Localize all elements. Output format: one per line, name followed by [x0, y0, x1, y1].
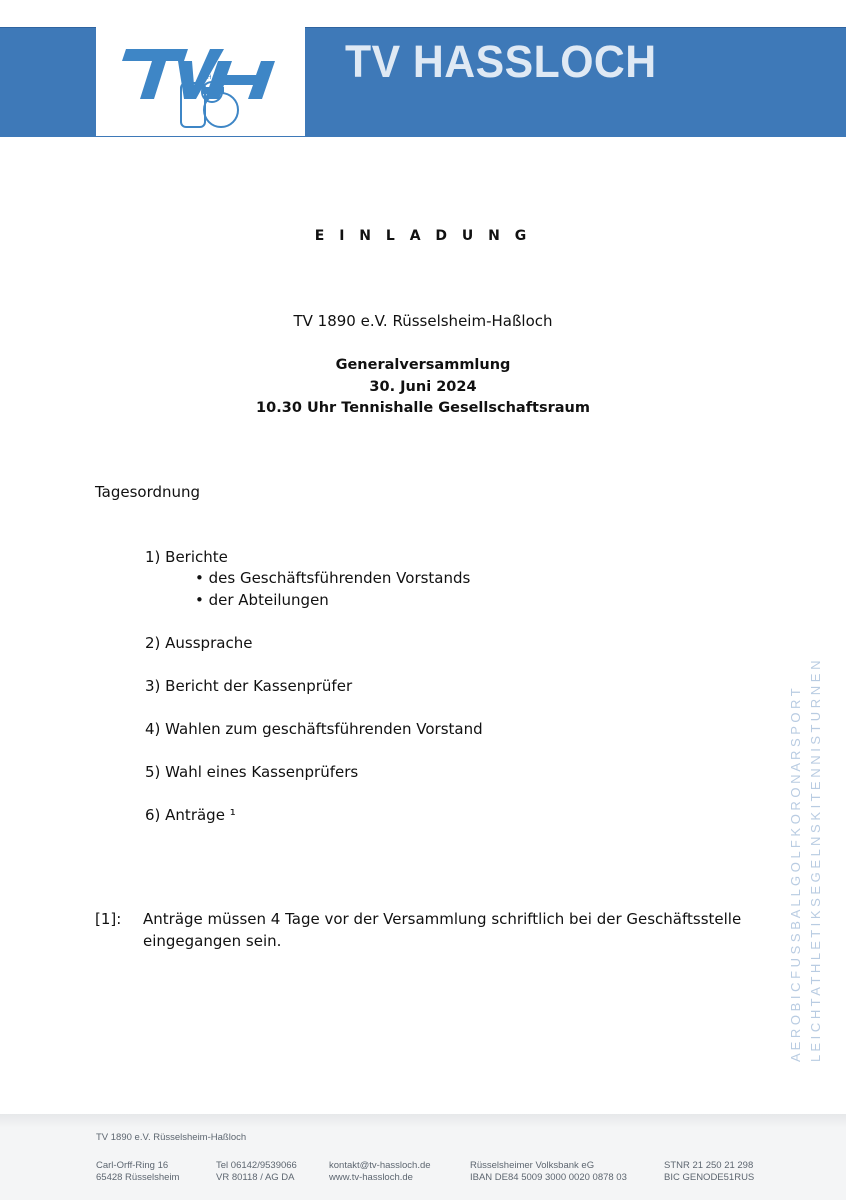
- footer-address-line: Carl-Orff-Ring 16: [96, 1160, 169, 1171]
- footnote-text: Anträge müssen 4 Tage vor der Versammlung schriftlich bei der Geschäftsstelle eingegangen sein.: [143, 910, 742, 950]
- club-logo-icon: [96, 27, 305, 136]
- agenda-item: 6) Anträge ¹: [145, 806, 236, 824]
- club-name: TV 1890 e.V. Rüsselsheim-Haßloch: [293, 312, 553, 330]
- footer-register-line: VR 80118 / AG DA: [216, 1172, 295, 1183]
- agenda-item: 1) Berichte: [145, 548, 228, 566]
- agenda-subitem: • des Geschäftsführenden Vorstands: [195, 569, 471, 587]
- event-details: [0, 355, 846, 420]
- logo: [96, 27, 305, 136]
- footer-address-line: 65428 Rüsselsheim: [96, 1172, 180, 1183]
- event-date: 30. Juni 2024: [369, 378, 477, 395]
- footnote-marker: [1]:: [95, 910, 122, 928]
- agenda-item: 2) Aussprache: [145, 634, 253, 652]
- agenda-item: 3) Bericht der Kassenprüfer: [145, 677, 353, 695]
- logo-badge-text: TVH 1890: [199, 75, 227, 81]
- agenda-item: 4) Wahlen zum geschäftsführenden Vorstand: [145, 720, 483, 738]
- footer-tax-line: STNR 21 250 21 298: [664, 1160, 754, 1171]
- footer-bic-line: BIC GENODE51RUS: [664, 1172, 755, 1183]
- agenda-subitem: • der Abteilungen: [195, 591, 329, 609]
- sidebar-sports-line-2: L E I C H T A T H L E T I K S E G E L N S K I T E N N I S T U R N E N: [808, 660, 823, 1062]
- footer-club-name: TV 1890 e.V. Rüsselsheim-Haßloch: [96, 1132, 247, 1143]
- event-name: Generalversammlung: [335, 357, 511, 373]
- footer-email-link[interactable]: kontakt@tv-hassloch.de: [329, 1160, 431, 1171]
- footer-bank-line: Rüsselsheimer Volksbank eG: [470, 1160, 595, 1171]
- footer-phone-line: Tel 06142/9539066: [216, 1160, 297, 1171]
- footer: [0, 1114, 846, 1200]
- footer-iban-line: IBAN DE84 5009 3000 0020 0878 03: [470, 1172, 627, 1183]
- document-title: E I N L A D U N G: [314, 228, 532, 244]
- footer-website-link[interactable]: www.tv-hassloch.de: [329, 1172, 413, 1183]
- agenda-item: 5) Wahl eines Kassenprüfers: [145, 763, 359, 781]
- agenda-heading: Tagesordnung: [95, 483, 201, 501]
- event-time-place: 10.30 Uhr Tennishalle Gesellschaftsraum: [256, 400, 590, 416]
- sidebar-sports-line-1: A E R O B I C F U S S B A L L G O L F K O R O N A R S P O R T: [788, 688, 803, 1062]
- organization-name: TV HASSLOCH: [345, 36, 657, 87]
